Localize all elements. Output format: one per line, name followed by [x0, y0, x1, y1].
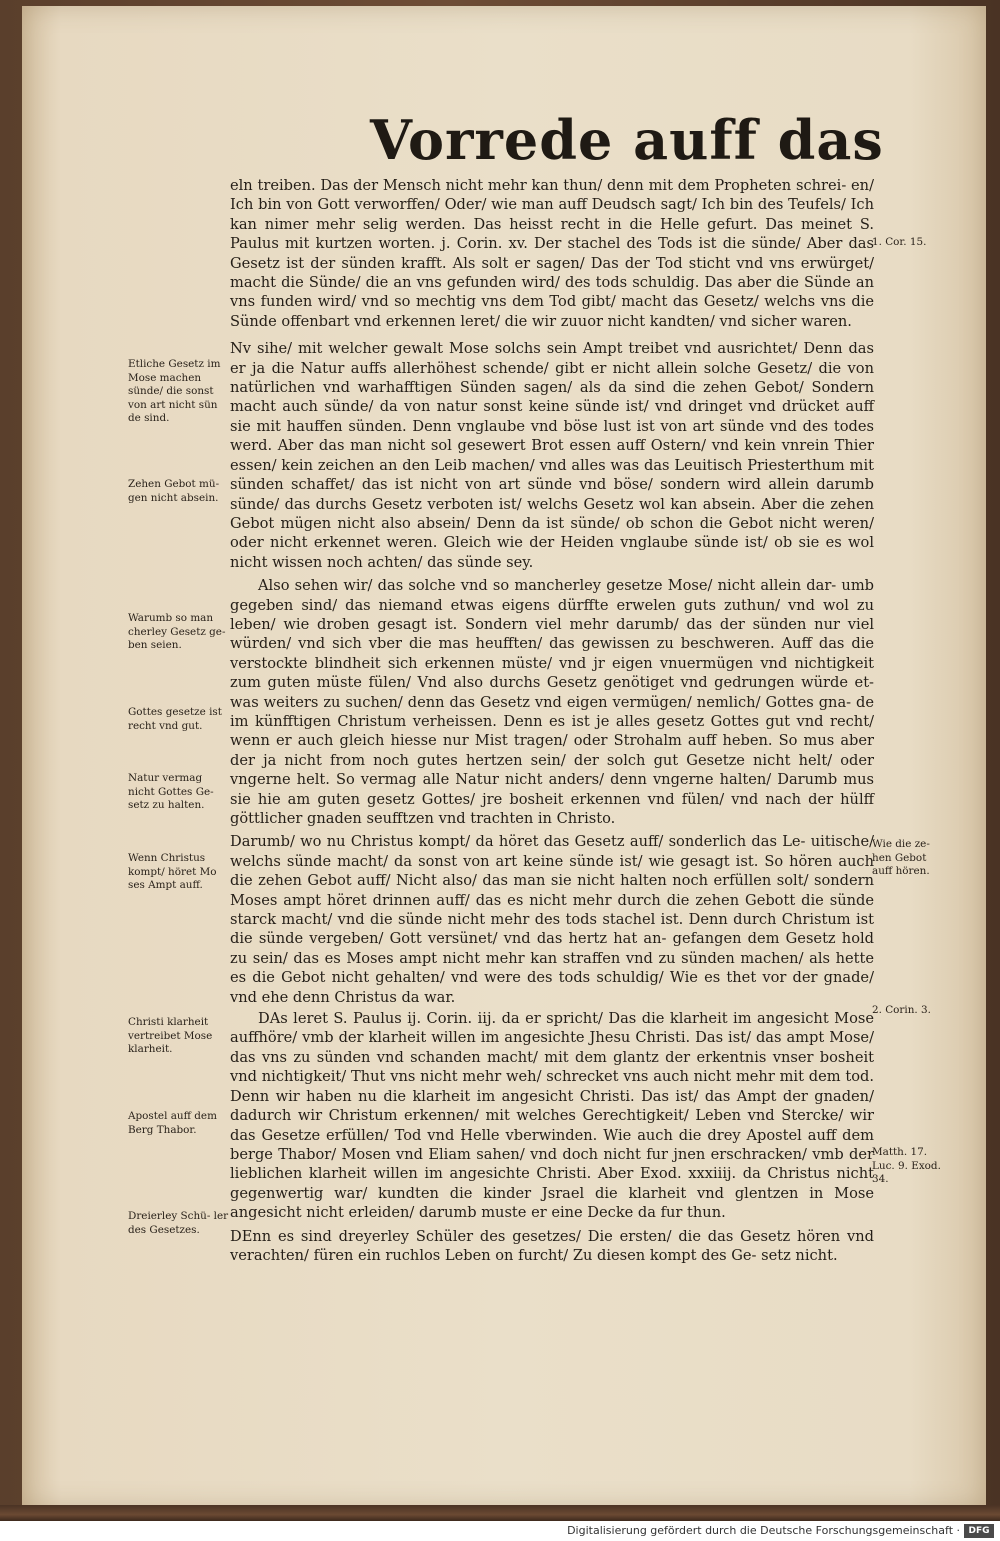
dfg-logo: DFG — [964, 1524, 994, 1538]
paragraph: DAs leret S. Paulus ij. Corin. iij. da er spricht/ Das die klarheit im angesicht Mose auffhöre/ vmb der klarheit willen im angesichte Jhesu Christi. Das ist/ das ampt Mose/ das vns zu sünden vnd schanden macht/ mit dem glantz der erkentnis vnser bosheit vnd nichtigkeit/ Thut vns nicht mehr weh/ schrecket vns auch nicht mehr mit dem tod. Denn wir haben nu die klarheit im angesicht Christi. Das ist/ das Ampt der gnaden/ dadurch wir Christum erkennen/ mit welches Gerechtigkeit/ Leben vnd Stercke/ wir das Gesetze erfüllen/ Tod vnd Helle vberwinden. Wie auch die drey Apostel auff dem berge Thabor/ Mosen vnd Eliam sahen/ vnd doch nicht fur jnen erschracken/ vmb der lieblichen klarheit willen im angesichte Christi. Aber Exod. xxxiiij. da Christus nicht gegenwertig war/ kundten die kinder Jsrael die klarheit vnd glentzen in Mose angesicht nicht erleiden/ darumb muste er eine Decke da fur thun. — [230, 1010, 874, 1222]
margin-note: Gottes gesetze ist recht vnd gut. — [128, 706, 222, 732]
paragraph: eln treiben. Das der Mensch nicht mehr kan thun/ denn mit dem Propheten schrei- en/ Ich bin von Gott verworffen/ Oder/ wie man auff Deudsch sagt/ Ich bin des Teufels/ Ich kan nimer mehr selig werden. Das heisst recht in die Helle gefurt. Das meinet S. Paulus mit kurtzen worten. j. Corin. xv. Der stachel des Tods ist die sünde/ Aber das Gesetz ist der sünden krafft. Als solt er sagen/ Das der Tod sticht vnd vns erwürget/ macht die Sünde/ die an vns gefunden wird/ des tods schuldig. Das aber die Sünde an vns funden wird/ vnd so mechtig vns dem Tod gibt/ macht das Gesetz/ welchs vns die Sünde offenbart vnd erkennen leret/ die wir zuuor nicht kandten/ vnd sicher waren. — [230, 177, 874, 330]
margin-note: Dreierley Schü- ler des Gesetzes. — [128, 1210, 229, 1236]
margin-note: Apostel auff dem Berg Thabor. — [128, 1110, 217, 1136]
book-cover-edge — [0, 1505, 1000, 1521]
paragraph: Nv sihe/ mit welcher gewalt Mose solchs sein Ampt treibet vnd ausrichtet/ Denn das er ja die Natur auffs allerhöhest schende/ gibt er nicht allein solche Gesetz/ die von natürlichen vnd warhafftigen Sünden sagen/ als da sind die zehen Gebot/ Sondern macht auch sünde/ da von natur sonst keine sünde ist/ vnd dringet vnd drücket auff sie mit hauffen sünden. Denn vnglaube vnd böse lust ist von art sünde vnd des todes werd. Aber das man nicht sol gesewert Brot essen auff Ostern/ vnd kein vnrein Thier essen/ kein zeichen an den Leib machen/ vnd alles was das Leuitisch Priesterthum mit sünden schaffet/ das ist nicht von art sünde vnd böse/ sondern wird allein darumb sünde/ das durchs Gesetz verboten ist/ welchs Gesetz wol kan absein. Aber die zehen Gebot mügen nicht also absein/ Denn da ist sünde/ ob schon die Gebot nicht weren/ oder nicht erkennet weren. Gleich wie der Heiden vnglaube sünde ist/ ob sie es wol nicht wissen noch achten/ das sünde sey. — [230, 340, 874, 571]
paragraph: Also sehen wir/ das solche vnd so mancherley gesetze Mose/ nicht allein dar- umb gegeben sind/ das niemand etwas eigens dürffte erwelen guts zuthun/ vnd wol zu leben/ wie droben gesagt ist. Sondern viel mehr darumb/ das der sünden nur viel würden/ vnd sich vber die mas heufften/ das gewissen zu beschweren. Auff das die verstockte blindheit sich erkennen müste/ vnd jr eigen vnuermügen vnd nichtigkeit zum guten müste fülen/ Vnd also durchs Gesetz genötiget vnd gedrungen würde et- was weiters zu suchen/ denn das Gesetz vnd eigen vermügen/ nemlich/ Gottes gna- de im künfftigen Christum verheissen. Denn es ist je alles gesetz Gottes gut vnd recht/ wenn er auch gleich hiesse nur Mist tragen/ oder Strohalm auff heben. So mus aber der ja nicht from noch gutes hertzen sein/ der solch gut Gesetze nicht helt/ oder vngerne helt. So vermag alle Natur nicht anders/ denn vngerne halten/ Darumb mus sie hie am guten gesetz Gottes/ jre bosheit erkennen vnd fülen/ vnd nach der hülff göttlicher gnaden seufftzen vnd trachten in Christo. — [230, 577, 874, 827]
margin-note: 1. Cor. 15. — [872, 236, 927, 248]
funding-credit: Digitalisierung gefördert durch die Deutsche Forschungsgemeinschaft · — [567, 1524, 960, 1537]
margin-note: Matth. 17. Luc. 9. Exod. 34. — [872, 1146, 941, 1186]
margin-note: Zehen Gebot mü- gen nicht absein. — [128, 478, 220, 504]
margin-note: 2. Corin. 3. — [872, 1004, 931, 1016]
paragraph: DEnn es sind dreyerley Schüler des gesetzes/ Die ersten/ die das Gesetz hören vnd verachten/ füren ein ruchlos Leben on furcht/ Zu diesen kompt des Ge- setz nicht. — [230, 1227, 874, 1264]
margin-note: Christi klarheit vertreibet Mose klarheit. — [128, 1016, 213, 1056]
margin-note: Wie die ze- hen Gebot auff hören. — [872, 838, 930, 878]
main-text — [230, 176, 874, 1267]
margin-note: Etliche Gesetz im Mose machen sünde/ die sonst von art nicht sün de sind. — [128, 358, 221, 425]
page-header: Vorrede auff das — [370, 108, 884, 172]
margin-note: Natur vermag nicht Gottes Ge- setz zu halten. — [128, 772, 214, 812]
digitization-footer — [0, 1521, 1000, 1541]
paragraph: Darumb/ wo nu Christus kompt/ da höret das Gesetz auff/ sonderlich das Le- uitische/ welchs sünde macht/ da sonst von art keine sünde ist/ wie gesagt ist. So hören auch die zehen Gebot auff/ Nicht also/ das man sie nicht halten noch erfüllen solt/ sondern Moses ampt höret drinnen auff/ das es nicht mehr durch die zehen Gebott die sünde starck macht/ vnd die sünde nicht mehr des tods stachel ist. Denn durch Christum ist die sünde vergeben/ Gott versünet/ vnd das hertz hat an- gefangen dem Gesetz hold zu sein/ das es Moses ampt nicht mehr kan straffen vnd zu sünden machen/ als hette es die Gebot nicht gehalten/ vnd were des tods schuldig/ Wie es thet vor der gnade/ vnd ehe denn Christus da war. — [230, 833, 874, 1006]
margin-note: Wenn Christus kompt/ höret Mo ses Ampt auff. — [128, 852, 217, 892]
margin-note: Warumb so man cherley Gesetz ge- ben seien. — [128, 612, 226, 652]
